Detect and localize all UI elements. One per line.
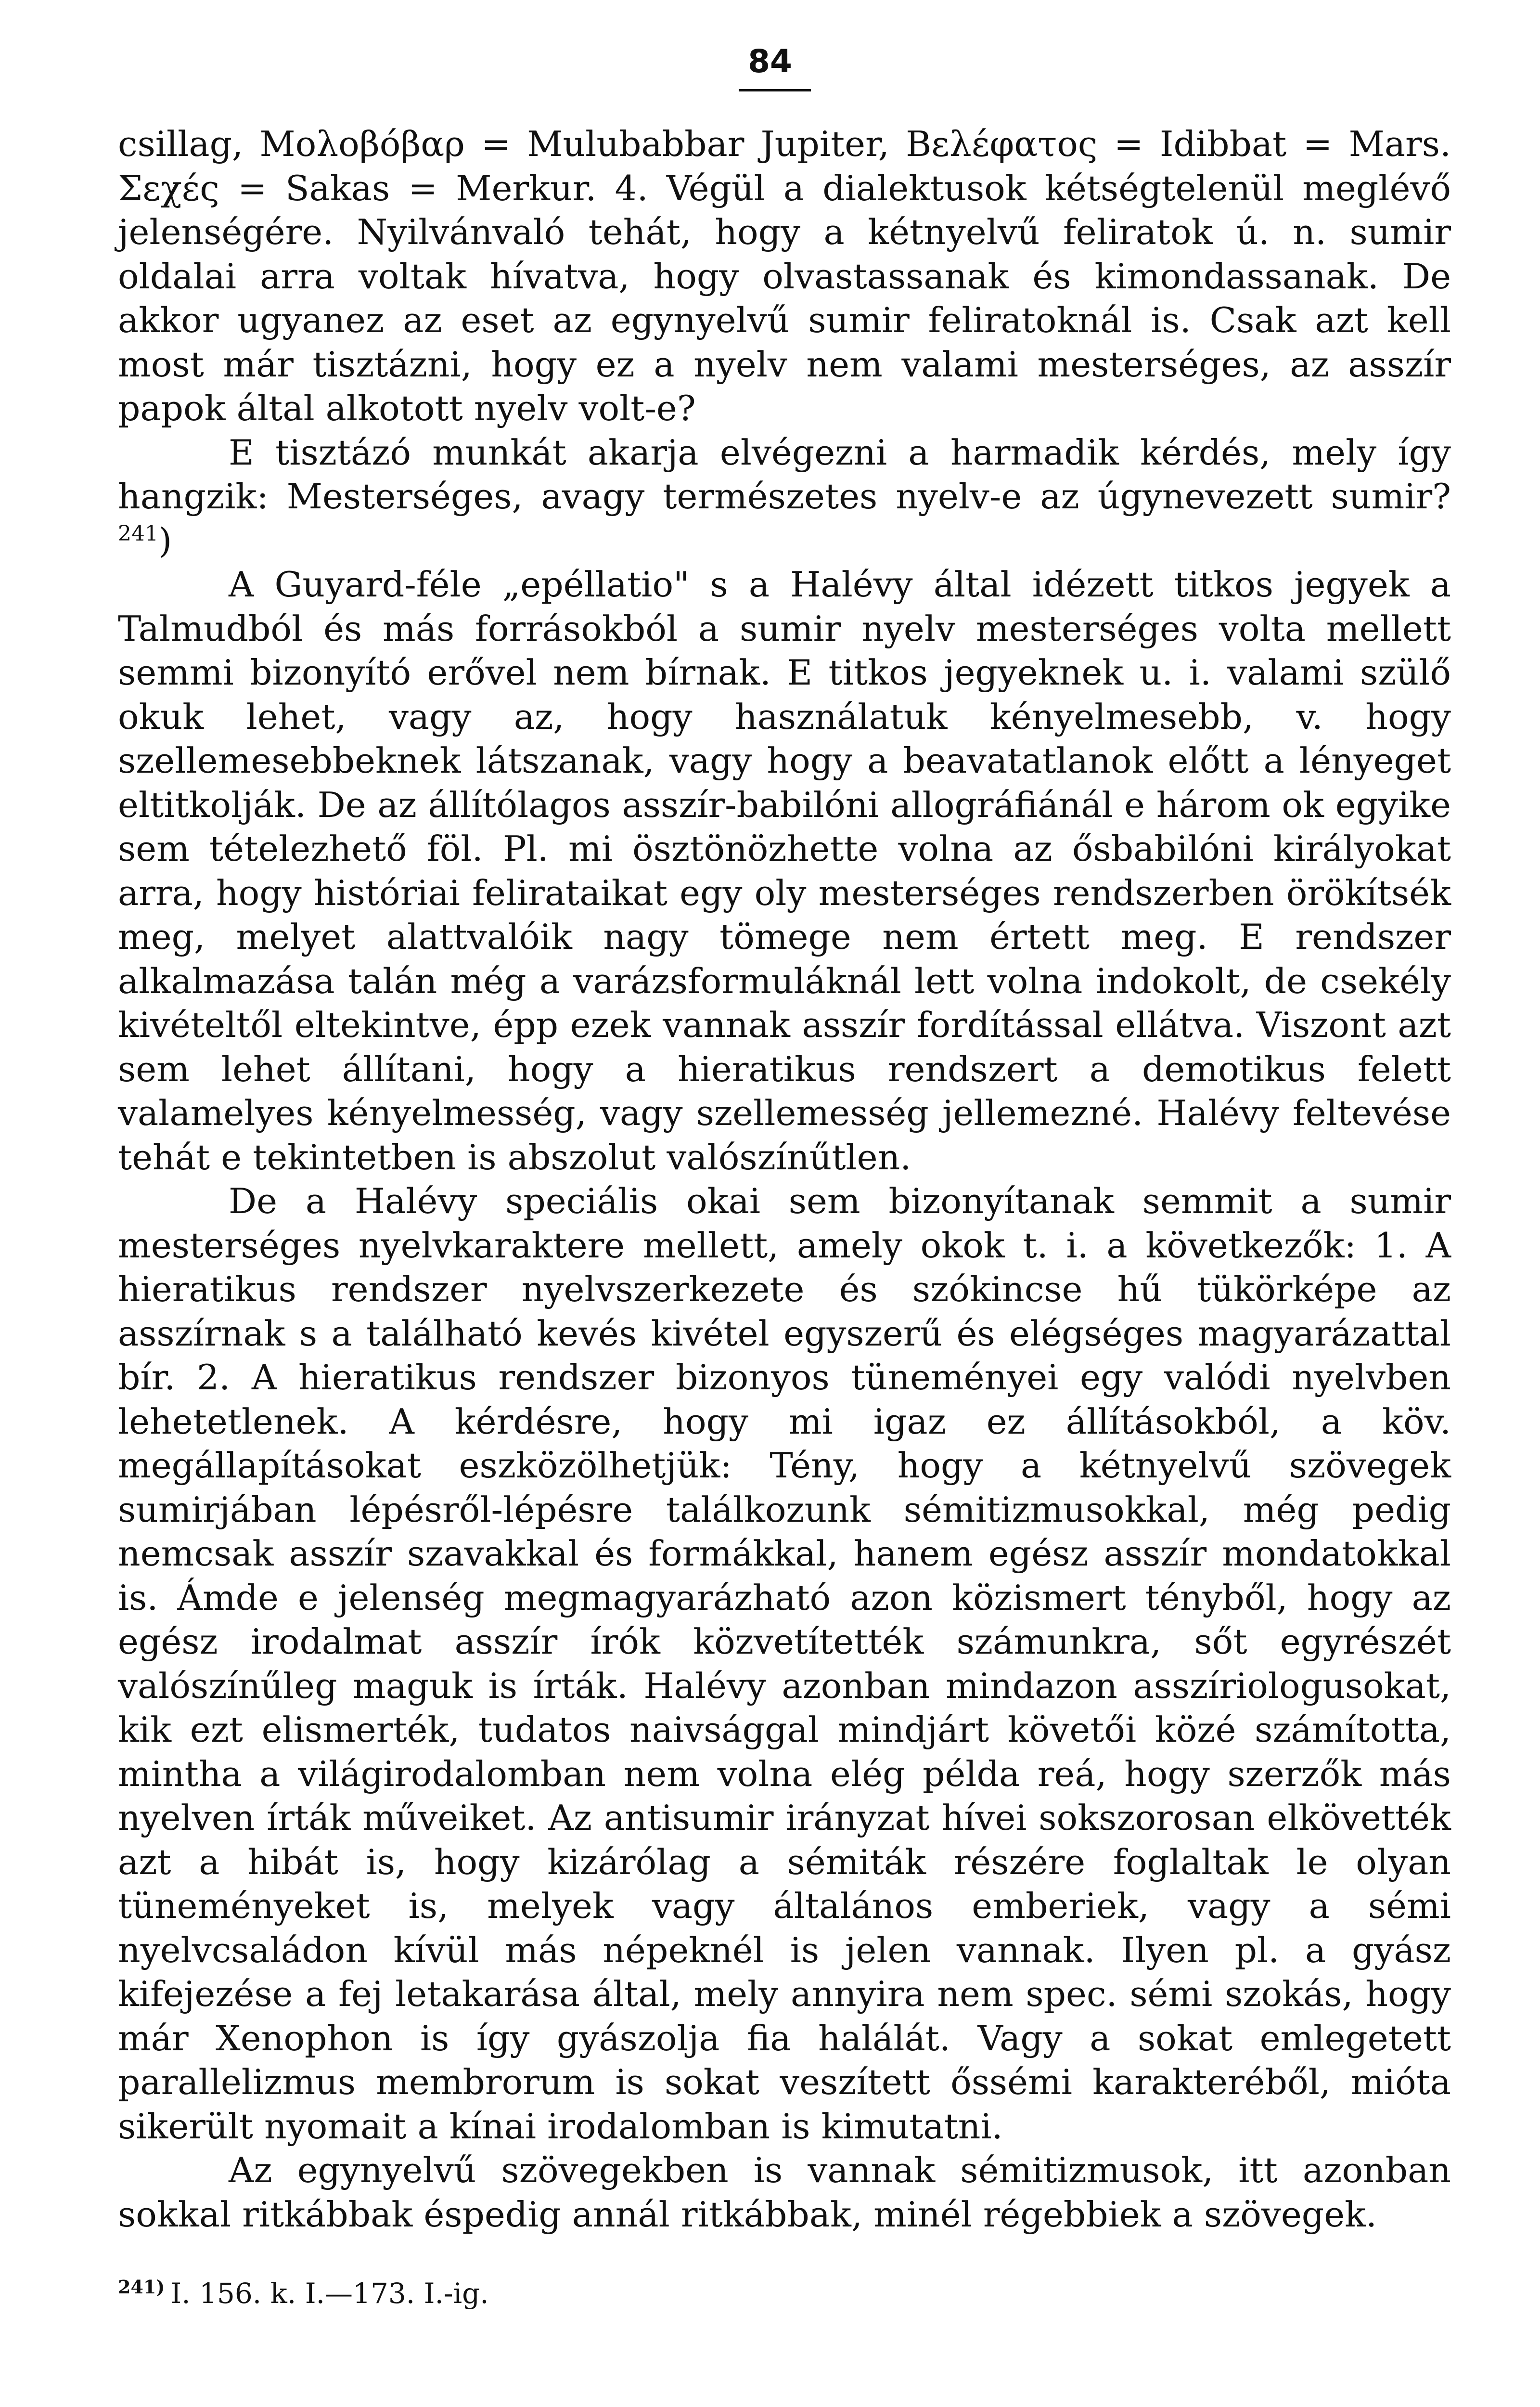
paragraph: [118, 123, 1451, 431]
page-number: 84: [748, 43, 792, 80]
footnote-marker: 241): [118, 2276, 165, 2298]
paragraph-text: A Guyard-féle „epéllatio" s a Halévy által idézett titkos jegyek a Talmudból és más forrásokból a sumir nyelv mesterséges volta mellett semmi bizonyító erővel nem bírnak. E titkos jegyeknek u. i. valami szülő okuk lehet, vagy az, hogy használatuk kényelmesebb, v. hogy szellemesebbeknek látszanak, vagy hogy a beavatatlanok előtt a lényeget eltitkolják. De az állítólagos asszír-babilóni allográfiánál e három ok egyike sem tételezhető föl. Pl. mi ösztönözhette volna az ősbabilóni királyokat arra, hogy históriai felirataikat egy oly mesterséges rendszerben örökítsék meg, melyet alattvalóik nagy tömege nem értett meg. E rendszer alkalmazása talán még a varázsformuláknál lett volna indokolt, de csekély kivételtől eltekintve, épp ezek vannak asszír fordítással ellátva. Viszont azt sem lehet állítani, hogy a hieratikus rendszert a demotikus felett valamelyes kényelmesség, vagy szellemesség jellemezné. Halévy feltevése tehát e tekintetben is abszolut valószínűtlen.: [118, 565, 1451, 1178]
paragraph: E tisztázó munkát akarja elvégezni a harmadik kérdés, mely így hangzik: Mesterséges, avagy természetes nyelv-e az úgynevezett sumir?$^{241}$): [118, 432, 1451, 561]
paragraph: [118, 2149, 1451, 2237]
paragraph: [118, 1180, 1451, 2149]
page-number-underline: [739, 89, 811, 91]
body-text: [118, 123, 1451, 2237]
paragraph-text: E tisztázó munkát akarja elvégezni a harmadik kérdés, mely így hangzik: Mesterséges, avagy természetes nyelv-e az úgynevezett sumir?: [118, 432, 1451, 517]
paragraph: [118, 563, 1451, 1180]
paragraph-text: Az egynyelvű szövegekben is vannak sémitizmusok, itt azonban sokkal ritkábbak éspedig annál ritkábbak, minél régebbiek a szövegek.: [118, 2150, 1451, 2235]
footnote: [118, 2277, 1451, 2311]
paragraph-text: De a Halévy speciális okai sem bizonyítanak semmit a sumir mesterséges nyelvkaraktere mellett, amely okok t. i. a következők: 1. A hieratikus rendszer nyelvszerkezete és szókincse hű tükörképe az asszírnak s a található kevés kivétel egyszerű és elégséges magyarázattal bír. 2. A hieratikus rendszer bizonyos tüneményei egy valódi nyelvben lehetetlenek. A kérdésre, hogy mi igaz ez állításokból, a köv. megállapításokat eszközölhetjük: Tény, hogy a kétnyelvű szövegek sumirjában lépésről-lépésre találkozunk sémitizmusokkal, még pedig nemcsak asszír szavakkal és formákkal, hanem egész asszír mondatokkal is. Ámde e jelenség megmagyarázható azon közismert tényből, hogy az egész irodalmat asszír írók közvetítették számunkra, sőt egyrészét valószínűleg maguk is írták. Halévy azonban mindazon asszíriologusokat, kik ezt elismerték, tudatos naivsággal mindjárt követői közé számította, mintha a világirodalomban nem volna elég példa reá, hogy szerzők más nyelven írták műveiket. Az antisumir irányzat hívei sokszorosan elkövették azt a hibát is, hogy kizárólag a sémiták részére foglaltak le olyan tüneményeket is, melyek vagy általános emberiek, vagy a sémi nyelvcsaládon kívül más népeknél is jelen vannak. Ilyen pl. a gyász kifejezése a fej letakarása által, mely annyira nem spec. sémi szokás, hogy már Xenophon is így gyászolja fia halálát. Vagy a sokat emlegetett parallelizmus membrorum is sokat veszített őssémi karakteréből, mióta sikerült nyomait a kínai irodalomban is kimutatni.: [118, 1181, 1451, 2147]
footnote-text: I. 156. k. I.—173. I.-ig.: [170, 2277, 489, 2310]
paragraph-text: csillag, Μολοβόβαρ = Mulubabbar Jupiter, Βελέφατος = Idibbat = Mars. Σεχές = Sakas = Merkur. 4. Végül a dialektusok kétségtelenül meglévő jelenségére. Nyilvánvaló tehát, hogy a kétnyelvű feliratok ú. n. sumir oldalai arra voltak hívatva, hogy olvastassanak és kimondassanak. De akkor ugyanez az eset az egynyelvű sumir feliratoknál is. Csak azt kell most már tisztázni, hogy ez a nyelv nem valami mesterséges, az asszír papok által alkotott nyelv volt-e?: [118, 124, 1451, 429]
footnote-reference[interactable]: 241: [118, 521, 158, 546]
